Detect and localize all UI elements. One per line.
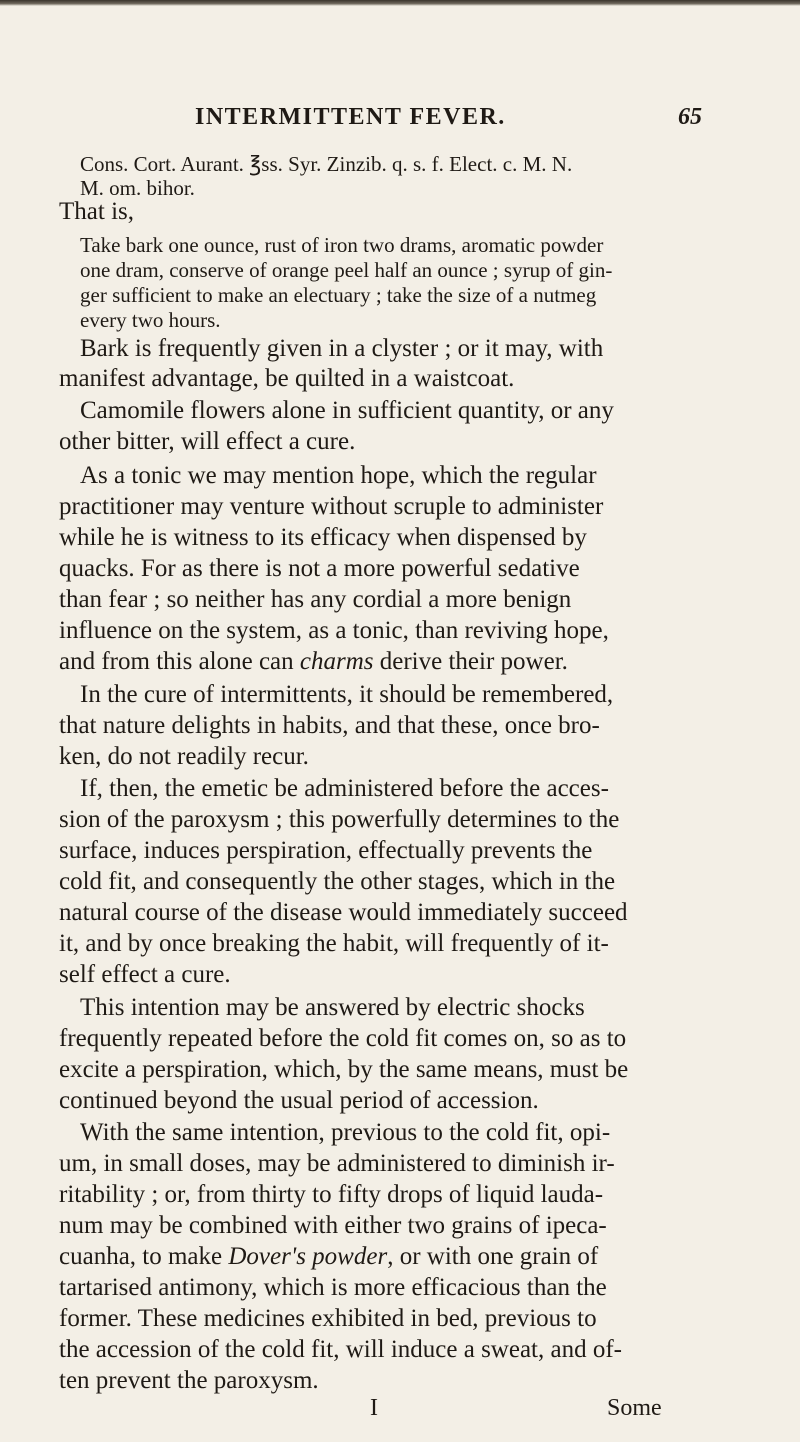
text-run: , or with one grain of [387, 1243, 599, 1270]
paragraph-line: This intention may be answered by electric shocks [80, 994, 585, 1021]
prescription-latin-line-2: M. om. bihor. [80, 176, 195, 200]
paragraph-line: while he is witness to its efficacy when dispensed by [59, 524, 587, 551]
paragraph-line: ten prevent the paroxysm. [59, 1367, 319, 1394]
paragraph-line: As a tonic we may mention hope, which the regular [80, 462, 597, 489]
paragraph-line: num may be combined with either two grains of ipeca- [59, 1212, 607, 1239]
paragraph-line: it, and by once breaking the habit, will frequently of it- [59, 930, 609, 957]
that-is-heading: That is, [59, 198, 134, 225]
paragraph-line [59, 648, 568, 676]
paragraph-line: manifest advantage, be quilted in a waistcoat. [59, 365, 515, 392]
prescription-latin-line-1: Cons. Cort. Aurant. ℥ss. Syr. Zinzib. q. s. f. Elect. c. M. N. [80, 152, 573, 176]
paragraph-line: excite a perspiration, which, by the same means, must be [59, 1056, 629, 1083]
prescription-translation-line: every two hours. [80, 308, 221, 332]
paragraph-line: Camomile flowers alone in sufficient quantity, or any [80, 397, 614, 424]
italic-term-charms: charms [299, 648, 374, 675]
paragraph-line: surface, induces perspiration, effectually prevents the [59, 837, 593, 864]
paragraph-line: If, then, the emetic be administered before the acces- [80, 775, 609, 802]
prescription-translation-line: ger sufficient to make an electuary ; take the size of a nutmeg [80, 283, 597, 307]
paragraph-line: um, in small doses, may be administered to diminish ir- [59, 1150, 615, 1177]
text-run: derive their power. [373, 648, 568, 675]
text-run: and from this alone can [59, 648, 300, 675]
prescription-translation-line: one dram, conserve of orange peel half an ounce ; syrup of gin- [80, 258, 613, 282]
paragraph-line [59, 1243, 598, 1271]
paragraph-line: frequently repeated before the cold fit comes on, so as to [59, 1025, 627, 1052]
catchword: Some [607, 1395, 662, 1421]
paragraph-line: sion of the paroxysm ; this powerfully determines to the [59, 806, 620, 833]
paragraph-line: self effect a cure. [59, 961, 231, 988]
signature-mark: I [370, 1395, 378, 1421]
paragraph-line: tartarised antimony, which is more efficacious than the [59, 1274, 607, 1301]
paragraph-line: ken, do not readily recur. [59, 743, 309, 770]
paragraph-line: other bitter, will effect a cure. [59, 428, 356, 455]
paragraph-line: Bark is frequently given in a clyster ; or it may, with [80, 335, 604, 362]
paragraph-line: ritability ; or, from thirty to fifty drops of liquid lauda- [59, 1181, 604, 1208]
paragraph-line: In the cure of intermittents, it should be remembered, [80, 681, 614, 708]
italic-term-dovers-powder: Dover's powder [228, 1243, 388, 1270]
paragraph-line: than fear ; so neither has any cordial a more benign [59, 586, 572, 613]
paragraph-line: influence on the system, as a tonic, than reviving hope, [59, 617, 609, 644]
paragraph-line: continued beyond the usual period of accession. [59, 1087, 539, 1114]
paragraph-line: that nature delights in habits, and that these, once bro- [59, 712, 600, 739]
page-number: 65 [678, 104, 702, 130]
paragraph-line: With the same intention, previous to the cold fit, opi- [80, 1119, 611, 1146]
prescription-translation-line: Take bark one ounce, rust of iron two drams, aromatic powder [80, 233, 604, 257]
text-run: cuanha, to make [59, 1243, 229, 1270]
paragraph-line: former. These medicines exhibited in bed, previous to [59, 1305, 597, 1332]
paragraph-line: the accession of the cold fit, will induce a sweat, and of- [59, 1336, 623, 1363]
paragraph-line: practitioner may venture without scruple to administer [59, 493, 604, 520]
paragraph-line: quacks. For as there is not a more powerful sedative [59, 555, 580, 582]
paragraph-line: natural course of the disease would immediately succeed [59, 899, 628, 926]
running-title: INTERMITTENT FEVER. [195, 104, 506, 130]
paragraph-line: cold fit, and consequently the other stages, which in the [59, 868, 616, 895]
